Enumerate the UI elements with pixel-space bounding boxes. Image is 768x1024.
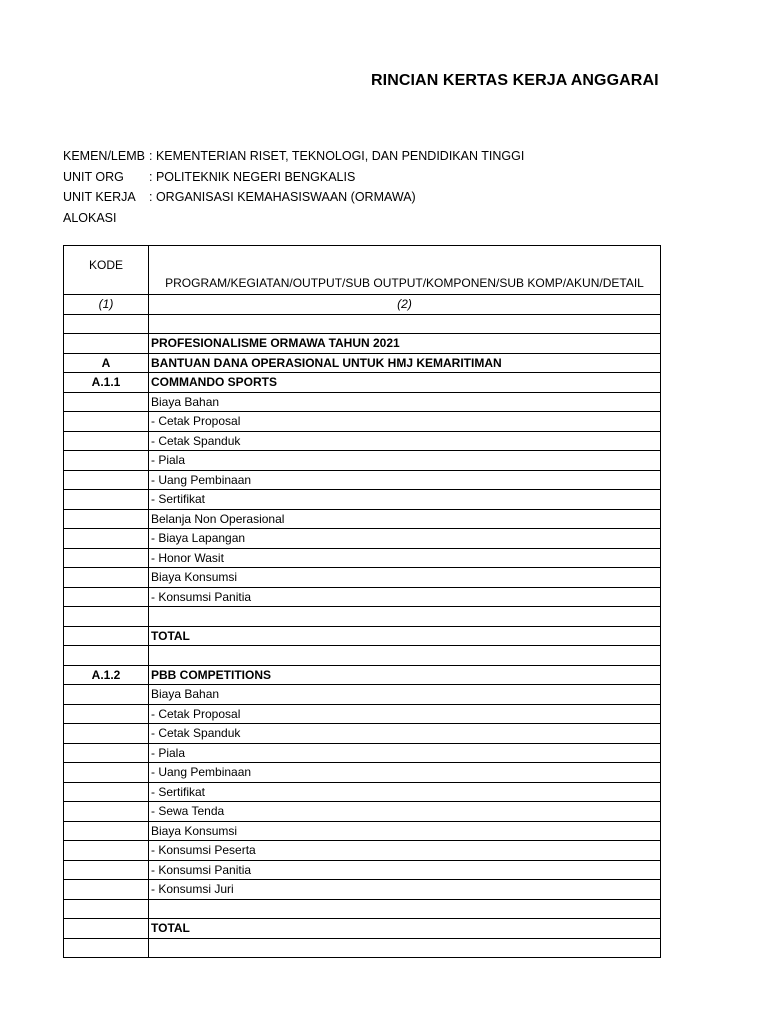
row-kode: [64, 802, 149, 822]
row-kode: [64, 685, 149, 705]
row-kode: [64, 938, 149, 958]
row-kode: [64, 919, 149, 939]
table-row: [64, 451, 661, 471]
row-kode: [64, 334, 149, 354]
table-row: [64, 626, 661, 646]
row-kode: [64, 763, 149, 783]
row-text: Biaya Konsumsi: [149, 821, 661, 841]
header-program: PROGRAM/KEGIATAN/OUTPUT/SUB OUTPUT/KOMPONEN/SUB KOMP/AKUN/DETAIL: [149, 246, 661, 295]
budget-table: [63, 245, 661, 958]
meta-label: KEMEN/LEMB: [63, 149, 145, 163]
row-kode: [64, 626, 149, 646]
table-row: [64, 587, 661, 607]
row-text: Biaya Bahan: [149, 392, 661, 412]
row-text: - Konsumsi Panitia: [149, 860, 661, 880]
row-text: - Konsumsi Peserta: [149, 841, 661, 861]
row-text: Belanja Non Operasional: [149, 509, 661, 529]
row-text: [149, 899, 661, 919]
meta-value: : POLITEKNIK NEGERI BENGKALIS: [149, 169, 356, 184]
row-kode: [64, 587, 149, 607]
row-kode: [64, 704, 149, 724]
table-row: [64, 646, 661, 666]
table-row: [64, 431, 661, 451]
table-row: [64, 568, 661, 588]
table-row: [64, 373, 661, 393]
row-kode: A: [64, 353, 149, 373]
table-row: [64, 607, 661, 627]
row-text: - Cetak Proposal: [149, 412, 661, 432]
column-number-kode: (1): [64, 295, 149, 315]
row-kode: [64, 880, 149, 900]
row-kode: [64, 724, 149, 744]
row-kode: [64, 451, 149, 471]
row-kode: [64, 821, 149, 841]
table-row: [64, 841, 661, 861]
row-text: - Sertifikat: [149, 782, 661, 802]
table-row: [64, 938, 661, 958]
meta-label: ALOKASI: [63, 210, 117, 225]
row-kode: A.1.1: [64, 373, 149, 393]
row-kode: [64, 548, 149, 568]
table-row: [64, 704, 661, 724]
table-row: [64, 412, 661, 432]
meta-label: UNIT KERJA: [63, 190, 136, 204]
table-row: [64, 821, 661, 841]
row-text: COMMANDO SPORTS: [149, 373, 661, 393]
row-text: - Cetak Spanduk: [149, 431, 661, 451]
row-text: Biaya Bahan: [149, 685, 661, 705]
row-kode: [64, 412, 149, 432]
row-kode: [64, 431, 149, 451]
row-kode: [64, 568, 149, 588]
row-text: - Piala: [149, 743, 661, 763]
meta-value: : ORGANISASI KEMAHASISWAAN (ORMAWA): [149, 190, 416, 204]
row-text: - Biaya Lapangan: [149, 529, 661, 549]
meta-value: : KEMENTERIAN RISET, TEKNOLOGI, DAN PENDIDIKAN TINGGI: [149, 149, 525, 163]
row-kode: [64, 314, 149, 334]
table-row: [64, 724, 661, 744]
row-kode: A.1.2: [64, 665, 149, 685]
table-row: [64, 548, 661, 568]
table-header-row: [64, 246, 661, 295]
row-kode: [64, 392, 149, 412]
row-text: - Uang Pembinaan: [149, 763, 661, 783]
row-text: Biaya Konsumsi: [149, 568, 661, 588]
row-kode: [64, 899, 149, 919]
row-text: - Piala: [149, 451, 661, 471]
row-kode: [64, 860, 149, 880]
table-row: [64, 685, 661, 705]
table-row: [64, 899, 661, 919]
table-row: [64, 529, 661, 549]
table-row: [64, 470, 661, 490]
document-title: RINCIAN KERTAS KERJA ANGGARAI: [371, 72, 659, 89]
table-row: [64, 880, 661, 900]
row-text: BANTUAN DANA OPERASIONAL UNTUK HMJ KEMARITIMAN: [149, 353, 661, 373]
row-text: - Sewa Tenda: [149, 802, 661, 822]
row-kode: [64, 743, 149, 763]
row-text: [149, 607, 661, 627]
row-kode: [64, 782, 149, 802]
table-row: [64, 334, 661, 354]
row-kode: [64, 490, 149, 510]
row-text: TOTAL: [149, 626, 661, 646]
row-text: TOTAL: [149, 919, 661, 939]
row-kode: [64, 509, 149, 529]
row-kode: [64, 607, 149, 627]
table-row: [64, 860, 661, 880]
table-row: [64, 919, 661, 939]
table-row: [64, 509, 661, 529]
table-row: [64, 763, 661, 783]
table-row: [64, 314, 661, 334]
row-text: PBB COMPETITIONS: [149, 665, 661, 685]
meta-label: UNIT ORG: [63, 169, 124, 184]
table-row: [64, 392, 661, 412]
row-text: PROFESIONALISME ORMAWA TAHUN 2021: [149, 334, 661, 354]
row-text: - Cetak Proposal: [149, 704, 661, 724]
row-kode: [64, 470, 149, 490]
row-text: [149, 646, 661, 666]
header-kode: KODE: [64, 246, 149, 295]
column-number-program: (2): [149, 295, 661, 315]
table-row: [64, 490, 661, 510]
row-text: [149, 938, 661, 958]
table-row: [64, 353, 661, 373]
column-number-row: [64, 295, 661, 315]
table-row: [64, 802, 661, 822]
table-row: [64, 782, 661, 802]
row-text: - Cetak Spanduk: [149, 724, 661, 744]
row-text: - Sertifikat: [149, 490, 661, 510]
row-text: [149, 314, 661, 334]
row-kode: [64, 529, 149, 549]
row-text: - Konsumsi Juri: [149, 880, 661, 900]
row-kode: [64, 646, 149, 666]
row-kode: [64, 841, 149, 861]
row-text: - Uang Pembinaan: [149, 470, 661, 490]
row-text: - Honor Wasit: [149, 548, 661, 568]
table-row: [64, 743, 661, 763]
table-row: [64, 665, 661, 685]
row-text: - Konsumsi Panitia: [149, 587, 661, 607]
